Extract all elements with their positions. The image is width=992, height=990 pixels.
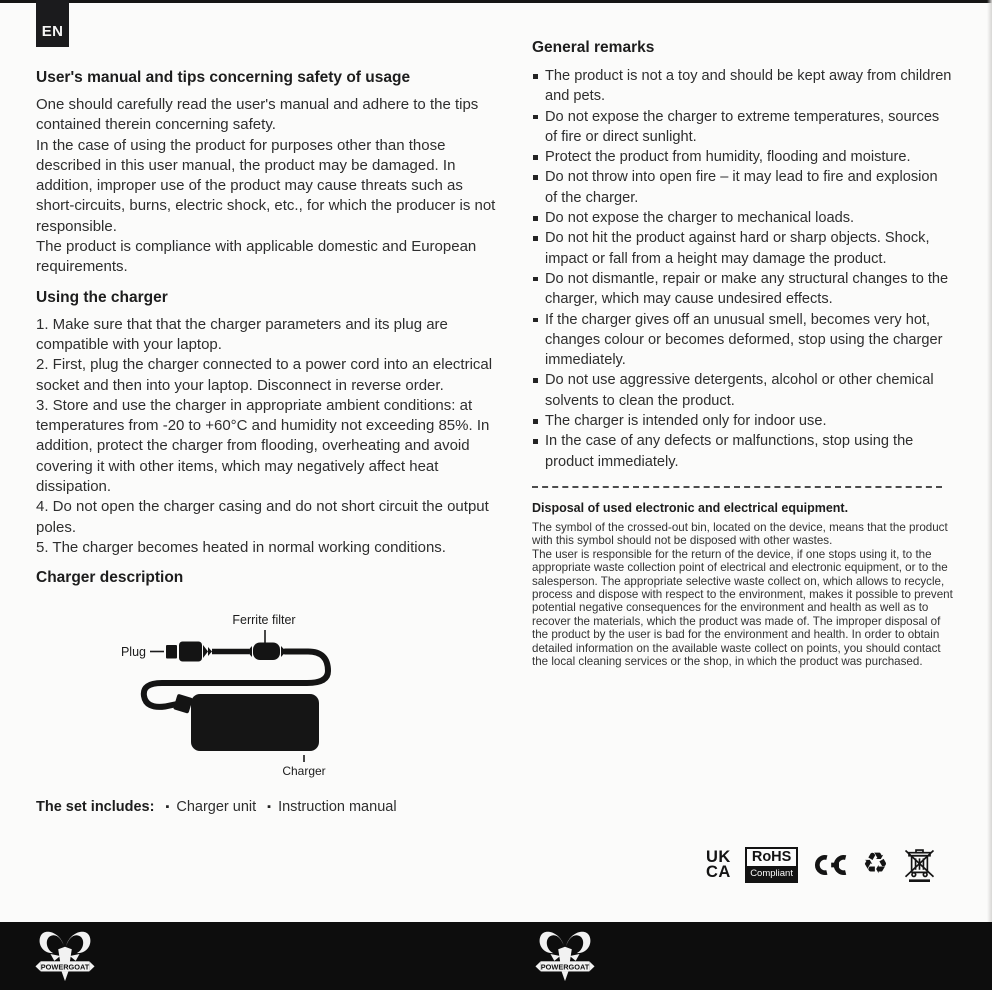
remark-bullet: The charger is intended only for indoor use. xyxy=(532,411,953,431)
paragraph-line: In the case of using the product for purposes other than those described in this user manual, the product may be damaged. In addition, improper use of the product may cause threats such as short-circuits, burns, electric shock, etc., for which the producer is not responsible. xyxy=(36,136,496,235)
disposal-paragraphs xyxy=(532,521,953,668)
scan-right-edge xyxy=(987,0,992,990)
charger-diagram xyxy=(36,594,504,784)
powergoat-logo xyxy=(534,925,596,985)
rohs-mark xyxy=(745,847,798,883)
charger-label: Charger xyxy=(282,764,326,779)
safety-heading: User's manual and tips concerning safety of usage xyxy=(36,69,411,86)
footer-bar xyxy=(0,922,992,990)
general-remarks-list xyxy=(532,66,953,472)
step-item: 5. The charger becomes heated in normal working conditions. xyxy=(36,538,446,556)
general-remarks-heading: General remarks xyxy=(532,39,655,56)
dashed-divider xyxy=(532,486,942,488)
ukca-line1: UK xyxy=(706,848,731,866)
powergoat-logo xyxy=(34,925,96,985)
left-column xyxy=(36,60,504,815)
paragraph-line: The product is compliance with applicable domestic and European requirements. xyxy=(36,238,477,276)
set-item: ▪ Instruction manual xyxy=(267,799,396,815)
recycle-icon: ♻ xyxy=(862,848,889,880)
remark-bullet: Do not expose the charger to mechanical loads. xyxy=(532,208,953,228)
remark-bullet: The product is not a toy and should be kept away from children and pets. xyxy=(532,66,953,107)
remark-bullet: In the case of any defects or malfunctions, stop using the product immediately. xyxy=(532,431,953,472)
rohs-compliant-label: Compliant xyxy=(747,868,796,881)
ce-mark-icon xyxy=(812,854,848,876)
disposal-paragraph: The symbol of the crossed-out bin, located on the device, means that the product with this symbol should not be disposed with other wastes. xyxy=(532,520,948,548)
powergoat-wordmark: POWERGOAT xyxy=(40,962,90,972)
ferrite-bead xyxy=(247,643,286,661)
set-items xyxy=(154,799,396,815)
disposal-paragraph: The user is responsible for the return of the device, if one stops using it, to the appropriate waste collection point of electrical and electronic equipment, or to the salesperson. The appropriate selective waste collect on, which allows to recycle, process and dispose with respect to the environment, makes it possible to prevent potential negative consequences for the environment and health as well as to recover the materials, which the product was made of. The improper disposal of the product by the user is bad for the environment and health. In order to obtain detailed information on the available waste collect on points, you should contact the local cleaning services or the shop, in which the product was purchased. xyxy=(532,547,953,668)
step-item: 4. Do not open the charger casing and do not short circuit the output poles. xyxy=(36,498,489,536)
set-includes-line xyxy=(36,799,504,815)
step-item: 2. First, plug the charger connected to a power cord into an electrical socket and then into your laptop. Disconnect in reverse order. xyxy=(36,356,493,394)
remark-bullet: Do not dismantle, repair or make any structural changes to the charger, which may cause undesired effects. xyxy=(532,269,953,310)
rohs-label: RoHS xyxy=(747,849,796,868)
language-badge: EN xyxy=(36,0,69,47)
weee-crossed-bin-icon xyxy=(902,846,937,883)
plug-connector xyxy=(166,642,212,662)
ukca-line2: CA xyxy=(706,862,731,881)
step-item: 1. Make sure that that the charger parameters and its plug are compatible with your laptop. xyxy=(36,315,448,353)
paragraph-line: One should carefully read the user's manual and adhere to the tips contained therein concerning safety. xyxy=(36,96,479,134)
remark-bullet: Do not hit the product against hard or sharp objects. Shock, impact or fall from a height may damage the product. xyxy=(532,228,953,269)
powergoat-wordmark: POWERGOAT xyxy=(540,962,590,972)
remark-bullet: Do not expose the charger to extreme temperatures, sources of fire or direct sunlight. xyxy=(532,107,953,148)
right-column xyxy=(532,0,953,668)
dc-connector xyxy=(173,694,193,714)
ferrite-filter-label: Ferrite filter xyxy=(232,613,296,628)
remark-bullet: Protect the product from humidity, flooding and moisture. xyxy=(532,147,953,167)
remark-bullet: Do not throw into open fire – it may lead to fire and explosion of the charger. xyxy=(532,167,953,208)
using-steps xyxy=(36,315,504,559)
safety-paragraphs xyxy=(36,95,504,278)
compliance-marks xyxy=(706,846,937,883)
set-item: ▪ Charger unit xyxy=(165,799,256,815)
set-includes-label: The set includes: xyxy=(36,799,155,816)
charger-brick xyxy=(191,694,319,751)
ukca-mark xyxy=(706,850,731,879)
remark-bullet: Do not use aggressive detergents, alcohol or other chemical solvents to clean the product. xyxy=(532,370,953,411)
step-item: 3. Store and use the charger in appropriate ambient conditions: at temperatures from -20 to +60°C and humidity not exceeding 85%. In addition, protect the charger from flooding, overheating and avoid covering it with other items, which may negatively affect heat dissipation. xyxy=(36,396,490,496)
disposal-heading: Disposal of used electronic and electrical equipment. xyxy=(532,500,849,515)
remark-bullet: If the charger gives off an unusual smell, becomes very hot, changes colour or becomes deformed, stop using the charger immediately. xyxy=(532,310,953,371)
using-heading: Using the charger xyxy=(36,288,168,306)
charger-description-heading: Charger description xyxy=(36,569,184,587)
plug-label: Plug xyxy=(120,645,146,660)
